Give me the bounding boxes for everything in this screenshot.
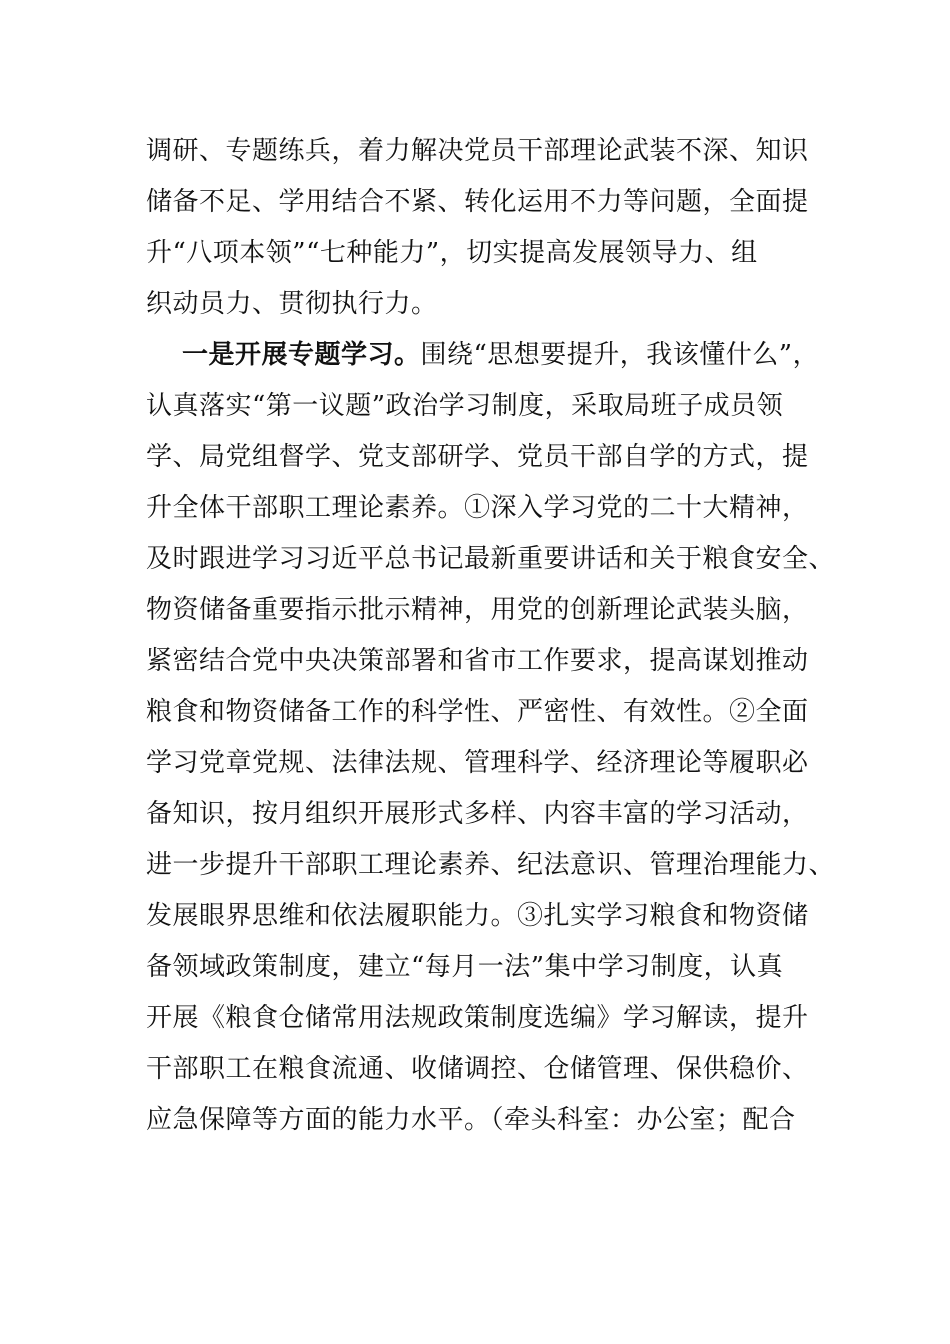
- paragraph-2-line: 学习党章党规、法律法规、管理科学、经济理论等履职必: [146, 748, 809, 778]
- paragraph-2-first-line-text: 围绕“思想要提升，我该懂什么”，: [420, 340, 820, 370]
- paragraph-2-line: 开展《粮食仓储常用法规政策制度选编》学习解读，提升: [146, 1003, 809, 1033]
- paragraph-1-line: 升“八项本领”“七种能力”，切实提高发展领导力、组: [146, 238, 758, 268]
- paragraph-2-line: 紧密结合党中央决策部署和省市工作要求，提高谋划推动: [146, 646, 809, 676]
- paragraph-2-line: 备领域政策制度，建立“每月一法”集中学习制度，认真: [146, 952, 784, 982]
- paragraph-2-line: 学、局党组督学、党支部研学、党员干部自学的方式，提: [146, 442, 809, 472]
- paragraph-2-line: 认真落实“第一议题”政治学习制度，采取局班子成员领: [146, 391, 784, 421]
- paragraph-2-line: 物资储备重要指示批示精神，用党的创新理论武装头脑，: [146, 595, 809, 625]
- paragraph-2-line: 进一步提升干部职工理论素养、纪法意识、管理治理能力、: [146, 850, 836, 880]
- paragraph-2-line: 及时跟进学习习近平总书记最新重要讲话和关于粮食安全、: [146, 544, 836, 574]
- paragraph-1-line: 调研、专题练兵，着力解决党员干部理论武装不深、知识: [146, 136, 809, 166]
- paragraph-1-line: 织动员力、贯彻执行力。: [146, 289, 438, 319]
- paragraph-2-line: 备知识，按月组织开展形式多样、内容丰富的学习活动，: [146, 799, 809, 829]
- section-lead-heading: 一是开展专题学习。: [182, 340, 421, 370]
- paragraph-2-line: 发展眼界思维和依法履职能力。③扎实学习粮食和物资储: [146, 901, 809, 931]
- paragraph-2-first-line: [182, 330, 819, 381]
- paragraph-1-line: 储备不足、学用结合不紧、转化运用不力等问题，全面提: [146, 187, 809, 217]
- paragraph-2-line: 干部职工在粮食流通、收储调控、仓储管理、保供稳价、: [146, 1054, 809, 1084]
- paragraph-2-line: 粮食和物资储备工作的科学性、严密性、有效性。②全面: [146, 697, 809, 727]
- paragraph-2-line: 升全体干部职工理论素养。①深入学习党的二十大精神，: [146, 493, 809, 523]
- paragraph-2-line: 应急保障等方面的能力水平。（牵头科室：办公室；配合: [146, 1105, 796, 1135]
